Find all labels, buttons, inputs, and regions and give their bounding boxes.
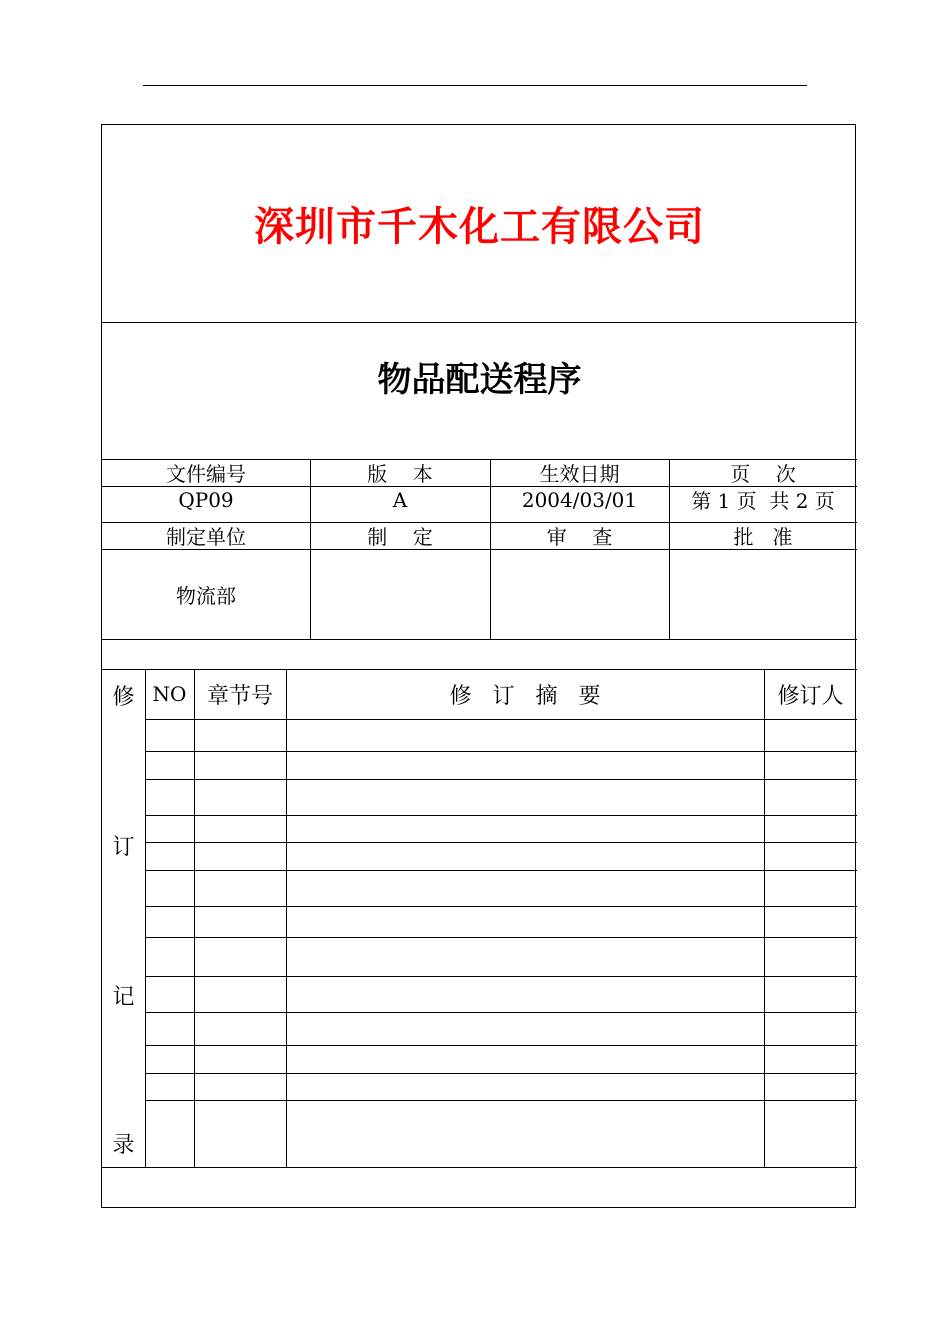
- divider: [145, 1073, 857, 1074]
- divider: [145, 779, 857, 780]
- divider: [102, 639, 857, 640]
- approval-header-prepared: 制 定: [367, 525, 433, 549]
- divider: [145, 976, 857, 977]
- info-header-version: 版 本: [367, 462, 433, 486]
- divider: [764, 669, 765, 1167]
- revision-header-reviser: 修订人: [777, 683, 844, 709]
- divider: [145, 906, 857, 907]
- approval-header-reviewed: 审 查: [546, 525, 613, 549]
- revision-header-no: NO: [152, 682, 187, 706]
- approval-value-approved: [669, 549, 857, 639]
- approval-header-department: 制定单位: [166, 525, 246, 549]
- info-value-effective-date: 2004/03/01: [521, 487, 638, 512]
- revision-side-label: 记: [112, 984, 135, 1010]
- revision-side-label: 修: [112, 684, 135, 710]
- divider: [145, 751, 857, 752]
- info-value-version: A: [392, 487, 408, 512]
- info-value-doc-no: QP09: [178, 487, 234, 512]
- divider: [145, 719, 857, 720]
- divider: [194, 669, 195, 1167]
- divider: [145, 815, 857, 816]
- document-title: 物品配送程序: [377, 359, 582, 400]
- approval-value-department: 物流部: [176, 583, 236, 608]
- divider: [145, 1045, 857, 1046]
- divider: [102, 1167, 857, 1168]
- approval-header-approved: 批 准: [733, 525, 793, 549]
- divider: [145, 870, 857, 871]
- revision-header-section: 章节号: [206, 683, 273, 709]
- divider: [102, 322, 857, 323]
- divider: [145, 937, 857, 938]
- approval-value-prepared: [310, 549, 490, 639]
- divider: [145, 1100, 857, 1101]
- document-form: [101, 124, 856, 1208]
- divider: [286, 669, 287, 1167]
- info-value-page: 第 1 页 共 2 页: [691, 489, 835, 513]
- revision-header-summary: 修 订 摘 要: [449, 683, 601, 709]
- revision-side-label: 录: [112, 1132, 135, 1158]
- info-header-effective-date: 生效日期: [539, 462, 620, 486]
- info-header-doc-no: 文件编号: [166, 462, 246, 486]
- divider: [145, 669, 146, 1167]
- info-header-page: 页 次: [730, 462, 796, 486]
- divider: [145, 842, 857, 843]
- approval-value-reviewed: [490, 549, 669, 639]
- header-rule: [143, 85, 807, 86]
- divider: [145, 1012, 857, 1013]
- revision-side-label: 订: [112, 834, 135, 860]
- company-name: 深圳市千木化工有限公司: [254, 204, 705, 250]
